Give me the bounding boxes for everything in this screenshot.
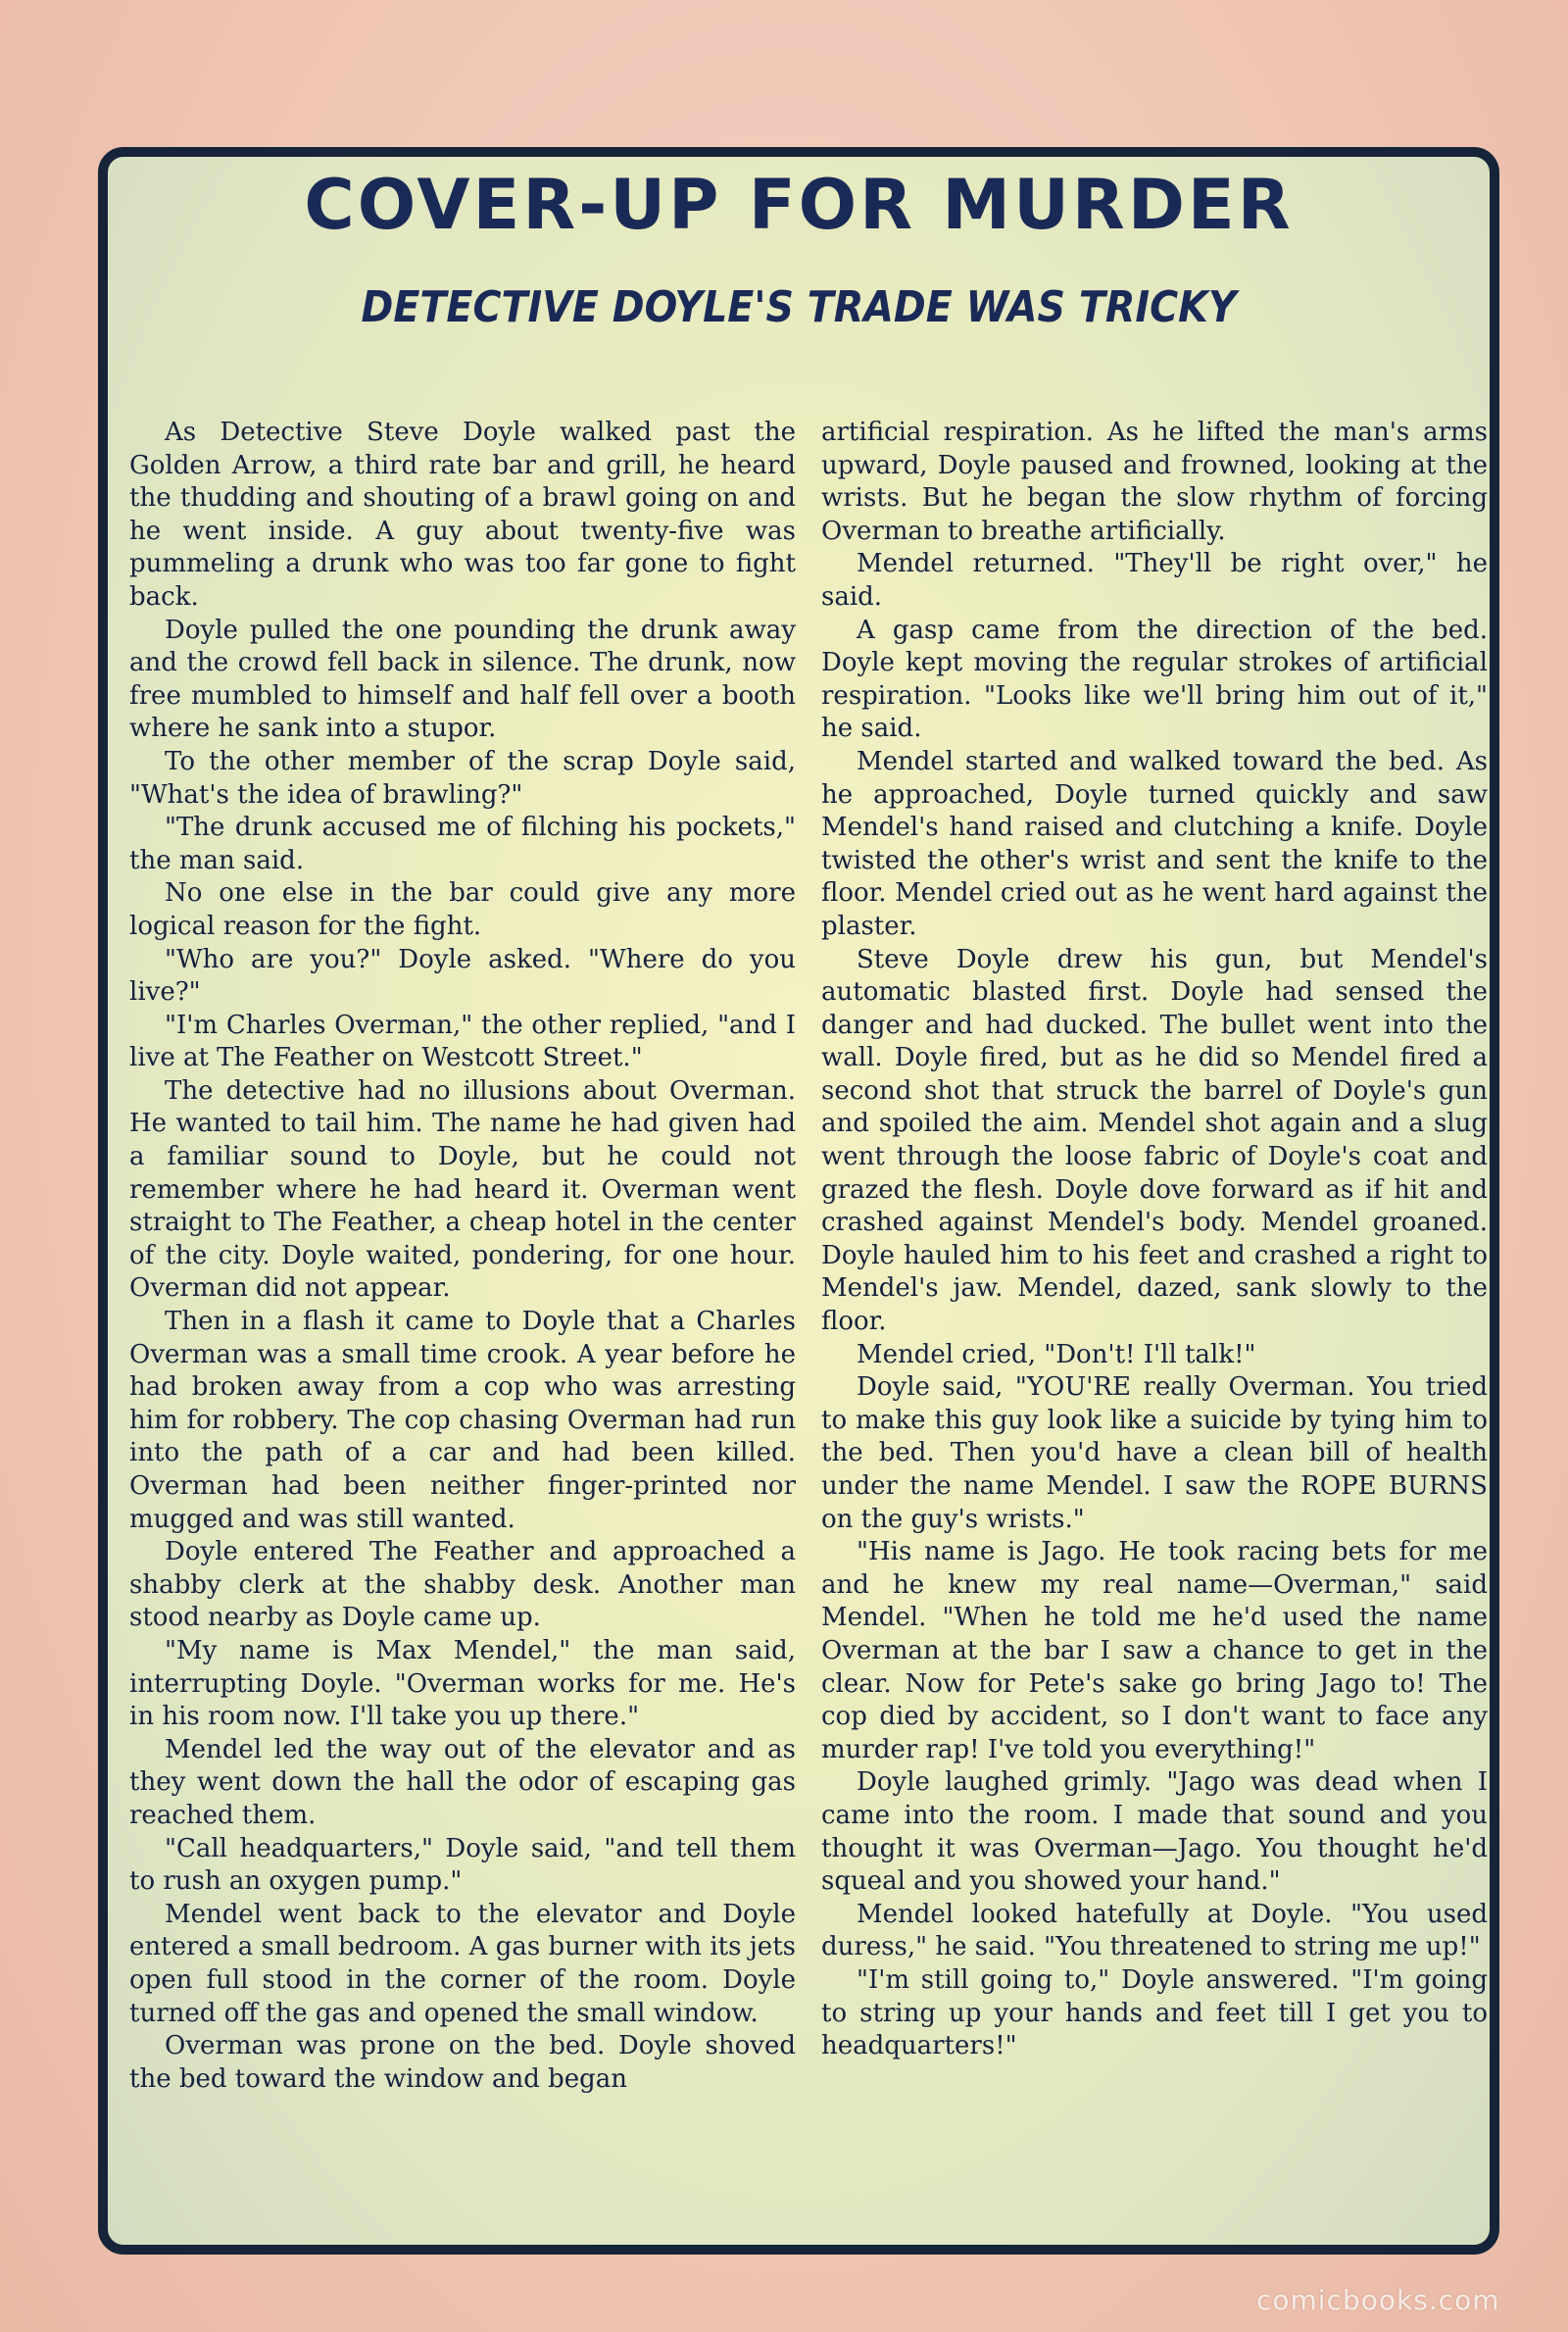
paragraph: Mendel cried, "Don't! I'll talk!" (857, 1339, 1256, 1369)
paragraph: Doyle laughed grimly. "Jago was dead when I came into the room. I made that sound and you thought it was Overman—Jago. You thought he'd squeal and you showed your hand." (821, 1767, 1488, 1897)
story-title: COVER-UP FOR MURDER (304, 165, 1294, 245)
paragraph: Doyle entered The Feather and approached a shabby clerk at the shabby desk. Another man stood nearby as Doyle came up. (129, 1537, 796, 1633)
paragraph: Doyle said, "YOU'RE really Overman. You tried to make this guy look like a suicide by tying him to the bed. Then you'd have a clean bill of health under the name Mendel. I saw the ROPE BURNS on the guy's wrists." (821, 1372, 1488, 1534)
watermark: comicbooks.com (1256, 2284, 1500, 2316)
paragraph: To the other member of the scrap Doyle said, "What's the idea of brawling?" (129, 746, 796, 810)
paragraph: Mendel returned. "They'll be right over," he said. (821, 549, 1488, 612)
paragraph: "Call headquarters," Doyle said, "and tell them to rush an oxygen pump." (129, 1833, 796, 1897)
paragraph: "His name is Jago. He took racing bets for me and he knew my real name—Overman," said Mendel. "When he told me he'd used the name Overman at the bar I saw a chance to get in the clear. Now for Pete's sake go bring Jago to! The cop died by accident, so I don't want to face any murder rap! I've told you everything!" (821, 1537, 1488, 1764)
paragraph: Doyle pulled the one pounding the drunk away and the crowd fell back in silence. The drunk, now free mumbled to himself and half fell over a booth where he sank into a stupor. (129, 615, 796, 744)
story-panel (98, 147, 1499, 2255)
paragraph: "I'm Charles Overman," the other replied, "and I live at The Feather on Westcott Street." (129, 1010, 796, 1073)
left-column (129, 417, 796, 2230)
paragraph: Then in a flash it came to Doyle that a Charles Overman was a small time crook. A year before he had broken away from a cop who was arresting him for robbery. The cop chasing Overman had run into the path of a car and had been killed. Overman had been neither finger-printed nor mugged and was still wanted. (129, 1307, 796, 1534)
paragraph: A gasp came from the direction of the bed. Doyle kept moving the regular strokes of artificial respiration. "Looks like we'll bring him out of it," he said. (821, 615, 1488, 744)
right-column (821, 417, 1488, 2230)
paragraph: The detective had no illusions about Overman. He wanted to tail him. The name he had given had a familiar sound to Doyle, but he could not remember where he had heard it. Overman went straight to The Feather, a cheap hotel in the center of the city. Doyle waited, pondering, for one hour. Overman did not appear. (129, 1075, 796, 1304)
paragraph-continuation: artificial respiration. As he lifted the man's arms upward, Doyle paused and frowned, looking at the wrists. But he began the slow rhythm of forcing Overman to breathe artificially. (821, 418, 1488, 546)
paragraph: "My name is Max Mendel," the man said, interrupting Doyle. "Overman works for me. He's in his room now. I'll take you up there." (129, 1635, 796, 1732)
paragraph: Steve Doyle drew his gun, but Mendel's automatic blasted first. Doyle had sensed the danger and had ducked. The bullet went into the wall. Doyle fired, but as he did so Mendel fired a second shot that struck the barrel of Doyle's gun and spoiled the aim. Mendel shot again and a slug went through the loose fabric of Doyle's coat and grazed the flesh. Doyle dove forward as if hit and crashed against Mendel's body. Mendel groaned. Doyle hauled him to his feet and crashed a right to Mendel's jaw. Mendel, dazed, sank slowly to the floor. (821, 944, 1488, 1337)
paragraph: Mendel went back to the elevator and Doyle entered a small bedroom. A gas burner with its jets open full stood in the corner of the room. Doyle turned off the gas and opened the small window. (129, 1899, 796, 2028)
paragraph: As Detective Steve Doyle walked past the Golden Arrow, a third rate bar and grill, he heard the thudding and shouting of a brawl going on and he went inside. A guy about twenty-five was pummeling a drunk who was too far gone to fight back. (129, 418, 796, 612)
paragraph: Mendel started and walked toward the bed. As he approached, Doyle turned quickly and saw Mendel's hand raised and clutching a knife. Doyle twisted the other's wrist and sent the knife to the floor. Mendel cried out as he went hard against the plaster. (821, 746, 1488, 941)
paragraph: "I'm still going to," Doyle answered. "I'm going to string up your hands and feet till I get you to headquarters!" (821, 1964, 1488, 2061)
paragraph: Mendel led the way out of the elevator and as they went down the hall the odor of escaping gas reached them. (129, 1734, 796, 1830)
paragraph: No one else in the bar could give any more logical reason for the fight. (129, 878, 796, 941)
paragraph: "The drunk accused me of filching his pockets," the man said. (129, 813, 796, 875)
story-subtitle: DETECTIVE DOYLE'S TRADE WAS TRICKY (361, 282, 1237, 332)
paragraph: "Who are you?" Doyle asked. "Where do you live?" (129, 944, 796, 1008)
paragraph: Overman was prone on the bed. Doyle shoved the bed toward the window and began (129, 2031, 796, 2094)
paragraph: Mendel looked hatefully at Doyle. "You used duress," he said. "You threatened to string me up!" (821, 1899, 1488, 1962)
